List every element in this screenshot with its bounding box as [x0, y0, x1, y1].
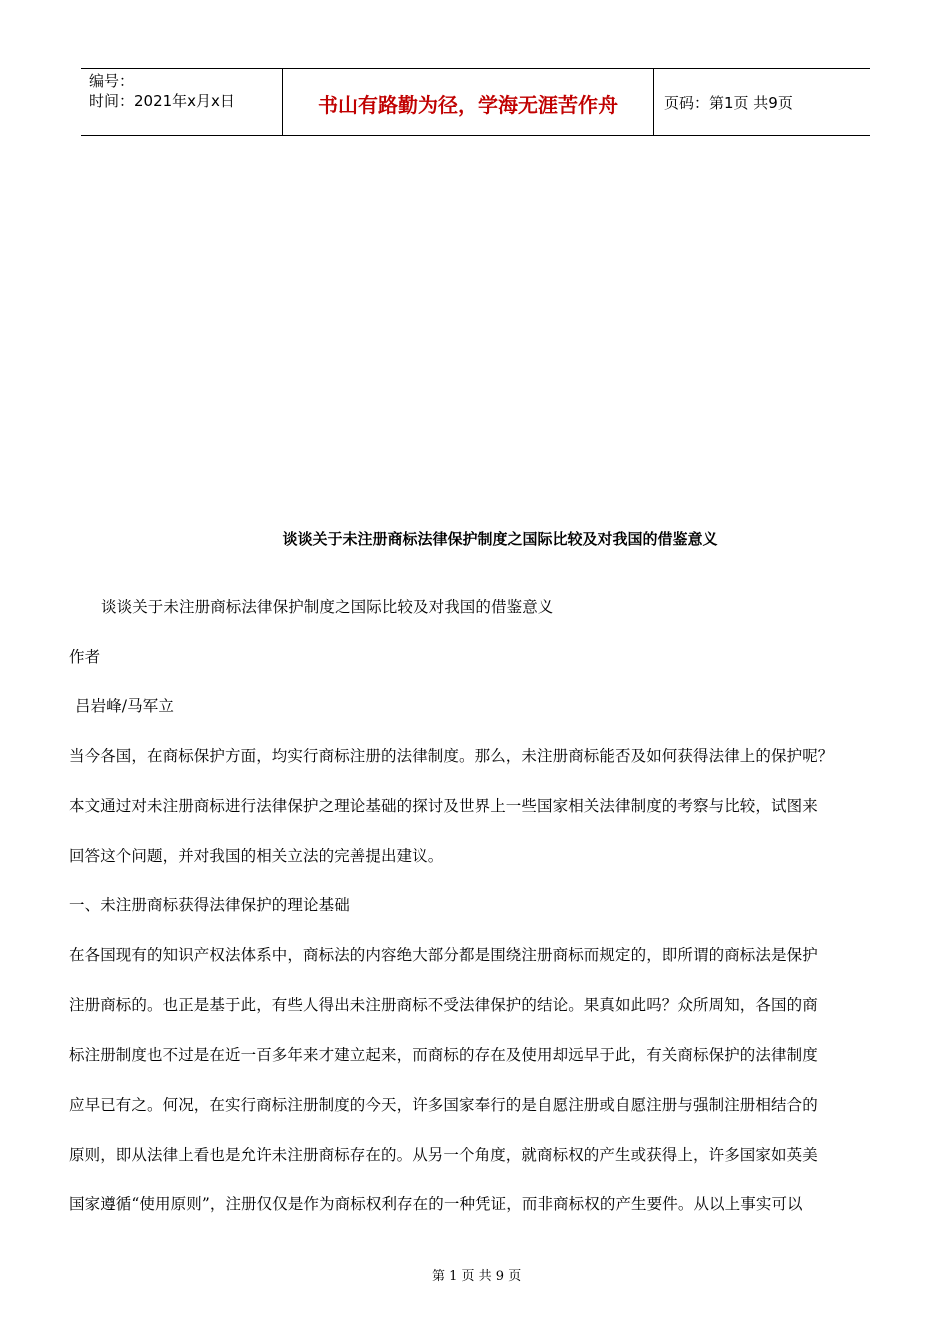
body-line: 应早已有之。何况，在实行商标注册制度的今天，许多国家奉行的是自愿注册或自愿注册与强制注册相结合的	[69, 1096, 818, 1114]
header-motto-cell	[282, 69, 654, 135]
header-meta-cell	[81, 69, 282, 135]
footer-page-label: 第 1 页 共 9 页	[432, 1269, 522, 1284]
body-line: 当今各国，在商标保护方面，均实行商标注册的法律制度。那么，未注册商标能否及如何获得法律上的保护呢？	[69, 747, 834, 765]
section-heading: 一、未注册商标获得法律保护的理论基础	[69, 896, 350, 914]
time-label: 时间：2021年x月x日	[89, 92, 235, 110]
body-line: 原则，即从法律上看也是允许未注册商标存在的。从另一个角度，就商标权的产生或获得上，许多国家如英美	[69, 1146, 818, 1164]
header-page-info: 页码：第1页 共9页	[664, 93, 793, 112]
body-line: 在各国现有的知识产权法体系中，商标法的内容绝大部分都是围绕注册商标而规定的，即所谓的商标法是保护	[69, 946, 818, 964]
document-title: 谈谈关于未注册商标法律保护制度之国际比较及对我国的借鉴意义	[282, 530, 718, 548]
body-line: 国家遵循“使用原则”，注册仅仅是作为商标权利存在的一种凭证，而非商标权的产生要件。从以上事实可以	[69, 1195, 803, 1213]
header-motto: 书山有路勤为径，学海无涯苦作舟	[318, 92, 618, 117]
subtitle-line: 谈谈关于未注册商标法律保护制度之国际比较及对我国的借鉴意义	[101, 598, 554, 616]
body-line: 回答这个问题，并对我国的相关立法的完善提出建议。	[69, 847, 444, 865]
body-line: 注册商标的。也正是基于此，有些人得出未注册商标不受法律保护的结论。果真如此吗？众所周知，各国的商	[69, 996, 818, 1014]
author-names: 吕岩峰/马军立	[75, 697, 174, 715]
header-page-cell	[654, 69, 870, 135]
number-label: 编号：	[89, 72, 135, 90]
document-header	[81, 68, 870, 136]
author-label: 作者	[69, 648, 101, 666]
body-line: 标注册制度也不过是在近一百多年来才建立起来，而商标的存在及使用却远早于此，有关商标保护的法律制度	[69, 1046, 818, 1064]
body-line: 本文通过对未注册商标进行法律保护之理论基础的探讨及世界上一些国家相关法律制度的考察与比较，试图来	[69, 797, 818, 815]
page-footer	[0, 1265, 950, 1284]
